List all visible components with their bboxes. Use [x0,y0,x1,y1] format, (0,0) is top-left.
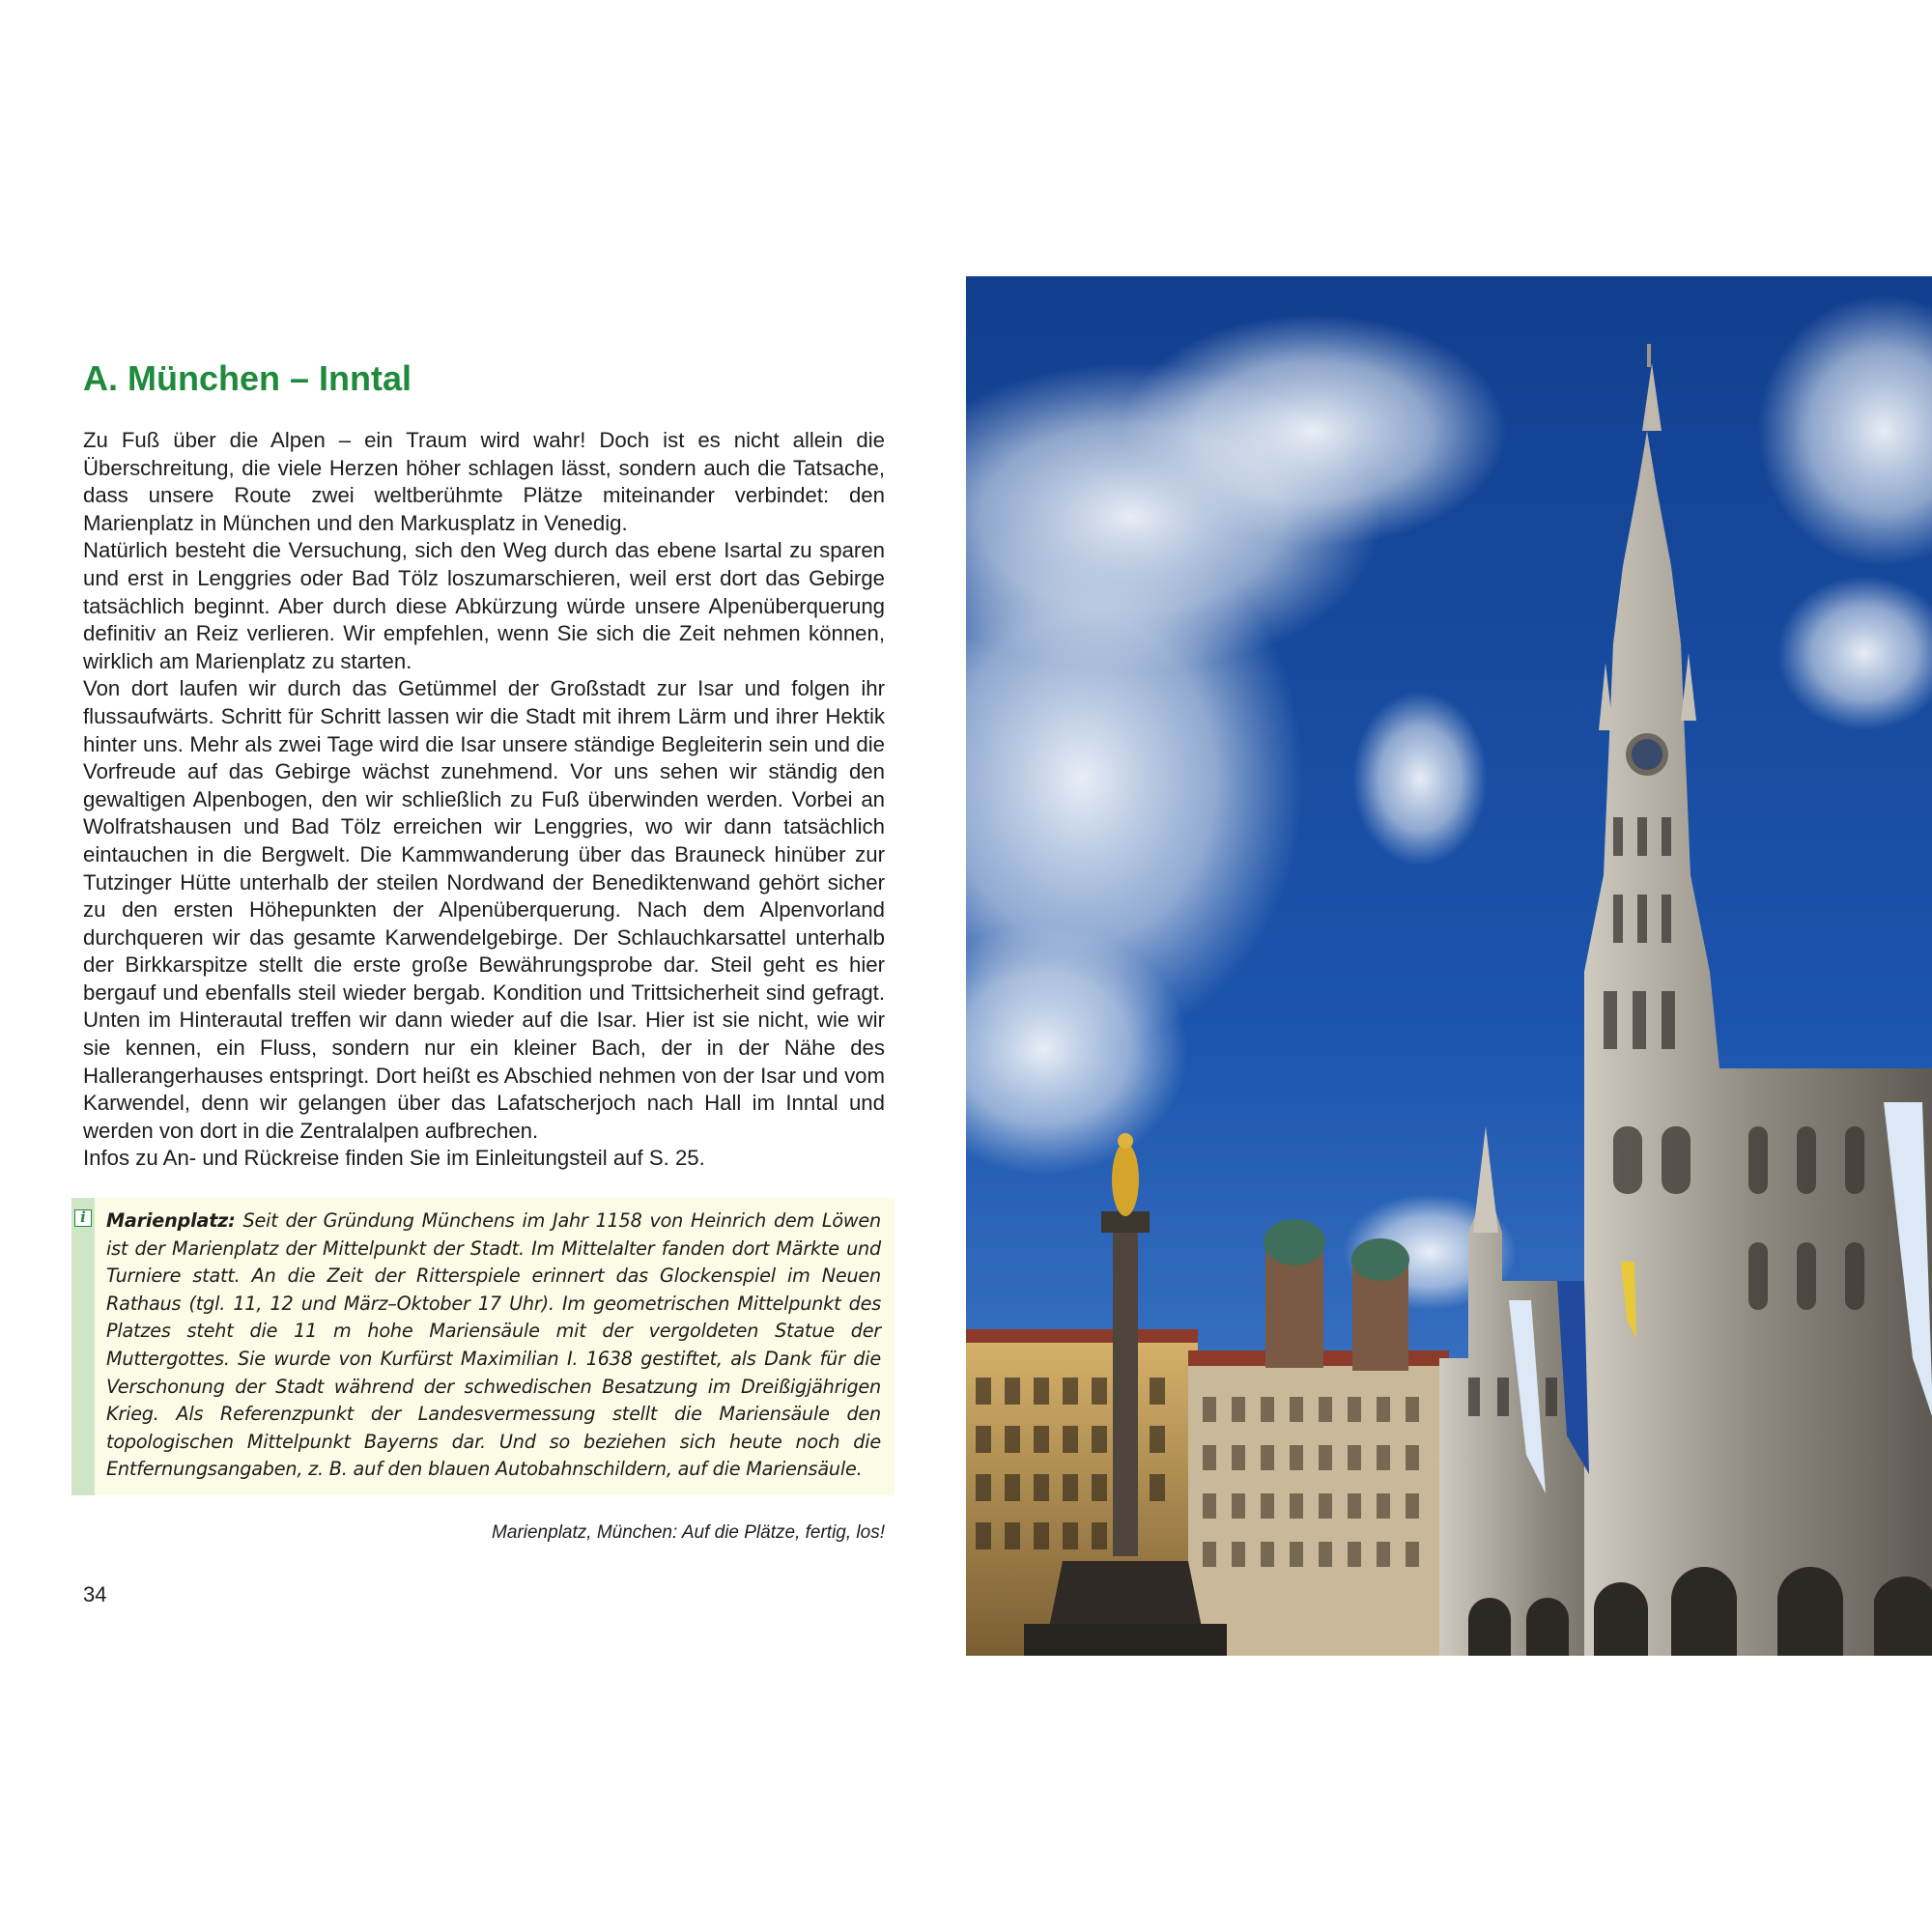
info-box-term: Marienplatz: [106,1209,236,1233]
photo-caption: Marienplatz, München: Auf die Plätze, fertig, los! [492,1521,885,1543]
info-box-bar [71,1198,95,1495]
body-text [83,427,885,1173]
info-box [71,1198,895,1495]
paragraph-2: Natürlich besteht die Versuchung, sich den Weg durch das ebene Isartal zu sparen und erst in Lenggries oder Bad Tölz loszumarschieren, weil erst dort das Gebirge tatsächlich beginnt. Aber durch diese Abkürzung würde unsere Alpenüberquerung definitiv an Reiz verlieren. Wir empfehlen, wenn Sie sich die Zeit nehmen können, wirklich am Marienplatz zu starten. [83,538,885,673]
paragraph-1: Zu Fuß über die Alpen – ein Traum wird wahr! Doch ist es nicht allein die Überschreitung, die viele Herzen höher schlagen lässt, sondern auch die Tatsache, dass unsere Route zwei weltberühmte Plätze miteinander verbindet: den Marienplatz in München und den Markusplatz in Venedig. [83,428,885,535]
info-icon: i [74,1209,92,1227]
paragraph-4: Infos zu An- und Rückreise finden Sie im Einleitungsteil auf S. 25. [83,1146,705,1171]
paragraph-3: Von dort laufen wir durch das Getümmel der Großstadt zur Isar und folgen ihr flussaufwärts. Schritt für Schritt lassen wir die Stadt mit ihrem Lärm und ihrer Hektik hinter uns. Mehr als zwei Tage wird die Isar unsere ständige Begleiterin sein und die Vorfreude auf das Gebirge wächst zunehmend. Vor uns sehen wir ständig den gewaltigen Alpenbogen, den wir schließlich zu Fuß überwinden werden. Vorbei an Wolfratshausen und Bad Tölz erreichen wir Lenggries, wo wir dann tatsächlich eintauchen in die Bergwelt. Die Kammwanderung über das Brauneck hinüber zur Tutzinger Hütte unterhalb der steilen Nordwand der Benediktenwand gehört sicher zu den ersten Höhepunkten der Alpenüberquerung. Nach dem Alpenvorland durchqueren wir das gesamte Karwendelgebirge. Der Schlauchkarsattel unterhalb der Birkkarspitze stellt die erste große Bewährungsprobe dar. Steil geht es hier bergauf und ebenfalls steil wieder bergab. Kondition und Trittsicherheit sind gefragt. Unten im Hinterautal treffen wir dann wieder auf die Isar. Hier ist sie nicht, wie wir sie kennen, ein Fluss, sondern nur ein kleiner Bach, der in der Nähe des Hallerangerhauses entspringt. Dort heißt es Abschied nehmen von der Isar und vom Karwendel, denn wir gelangen über das Lafatscherjoch nach Hall im Inntal und werden von dort in die Zentralalpen aufbrechen. [83,676,885,1143]
chapter-heading: A. München – Inntal [83,358,412,398]
info-box-body: Seit der Gründung Münchens im Jahr 1158 von Heinrich dem Löwen ist der Marienplatz der Mittelpunkt der Stadt. Im Mittelalter fanden dort Märkte und Turniere statt. An die Zeit der Ritterspiele erinnert das Glockenspiel im Neuen Rathaus (tgl. 11, 12 und März–Oktober 17 Uhr). Im geometrischen Mittelpunkt des Platzes steht die 11 m hohe Mariensäule mit der vergoldeten Statue der Muttergottes. Sie wurde von Kurfürst Maximilian I. 1638 gestiftet, als Dank für die Verschonung der Stadt während der schwedischen Besatzung im Dreißigjährigen Krieg. Als Referenzpunkt der Landesvermessung stellt die Mariensäule den topologischen Mittelpunkt Bayerns dar. Und so beziehen sich heute noch die Entfernungsangaben, z. B. auf den blauen Autobahnschildern, auf die Mariensäule. [106,1209,881,1481]
text-column [80,357,885,1546]
info-box-text [106,1208,881,1484]
marienplatz-photo [966,276,1932,1656]
photo-illustration [966,276,1932,1656]
page-number: 34 [83,1582,107,1606]
